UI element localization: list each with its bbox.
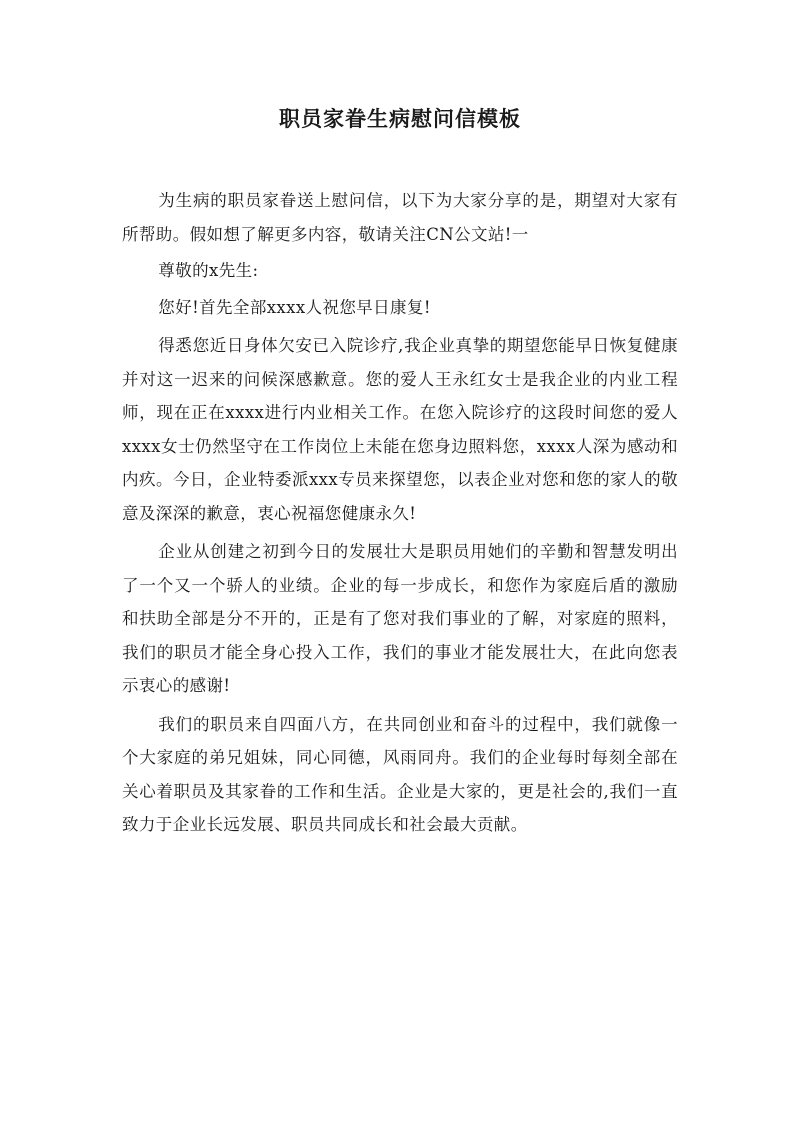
body-paragraph-1: 得悉您近日身体欠安已入院诊疗,我企业真挚的期望您能早日恢复健康并对这一迟来的问候深感歉意。您的爱人王永红女士是我企业的内业工程师，现在正在xxxx进行内业相关工作。在您入院诊疗的这段时间您的爱人xxxx女士仍然坚守在工作岗位上未能在您身边照料您，xxxx人深为感动和内疚。今日，企业特委派xxx专员来探望您，以表企业对您和您的家人的敬意及深深的歉意，衷心祝福您健康永久! (122, 336, 678, 523)
intro-paragraph: 为生病的职员家眷送上慰问信，以下为大家分享的是，期望对大家有所帮助。假如想了解更多内容，敬请关注CN公文站!一 (122, 191, 678, 244)
greeting-paragraph: 您好!首先全部xxxx人祝您早日康复! (158, 297, 431, 317)
body-paragraph-2: 企业从创建之初到今日的发展壮大是职员用她们的辛勤和智慧发明出了一个又一个骄人的业绩。企业的每一步成长，和您作为家庭后盾的激励和扶助全部是分不开的，正是有了您对我们事业的了解，对家庭的照料，我们的职员才能全身心投入工作，我们的事业才能发展壮大，在此向您表示衷心的感谢! (122, 542, 678, 695)
document-body (122, 184, 678, 842)
body-paragraph-3: 我们的职员来自四面八方，在共同创业和奋斗的过程中，我们就像一个大家庭的弟兄姐妹，同心同德，风雨同舟。我们的企业每时每刻全部在关心着职员及其家眷的工作和生活。企业是大家的，更是社会的,我们一直致力于企业长远发展、职员共同成长和社会最大贡献。 (122, 714, 678, 834)
document-title: 职员家眷生病慰问信模板 (279, 106, 521, 131)
salutation: 尊敬的x先生: (158, 261, 259, 280)
